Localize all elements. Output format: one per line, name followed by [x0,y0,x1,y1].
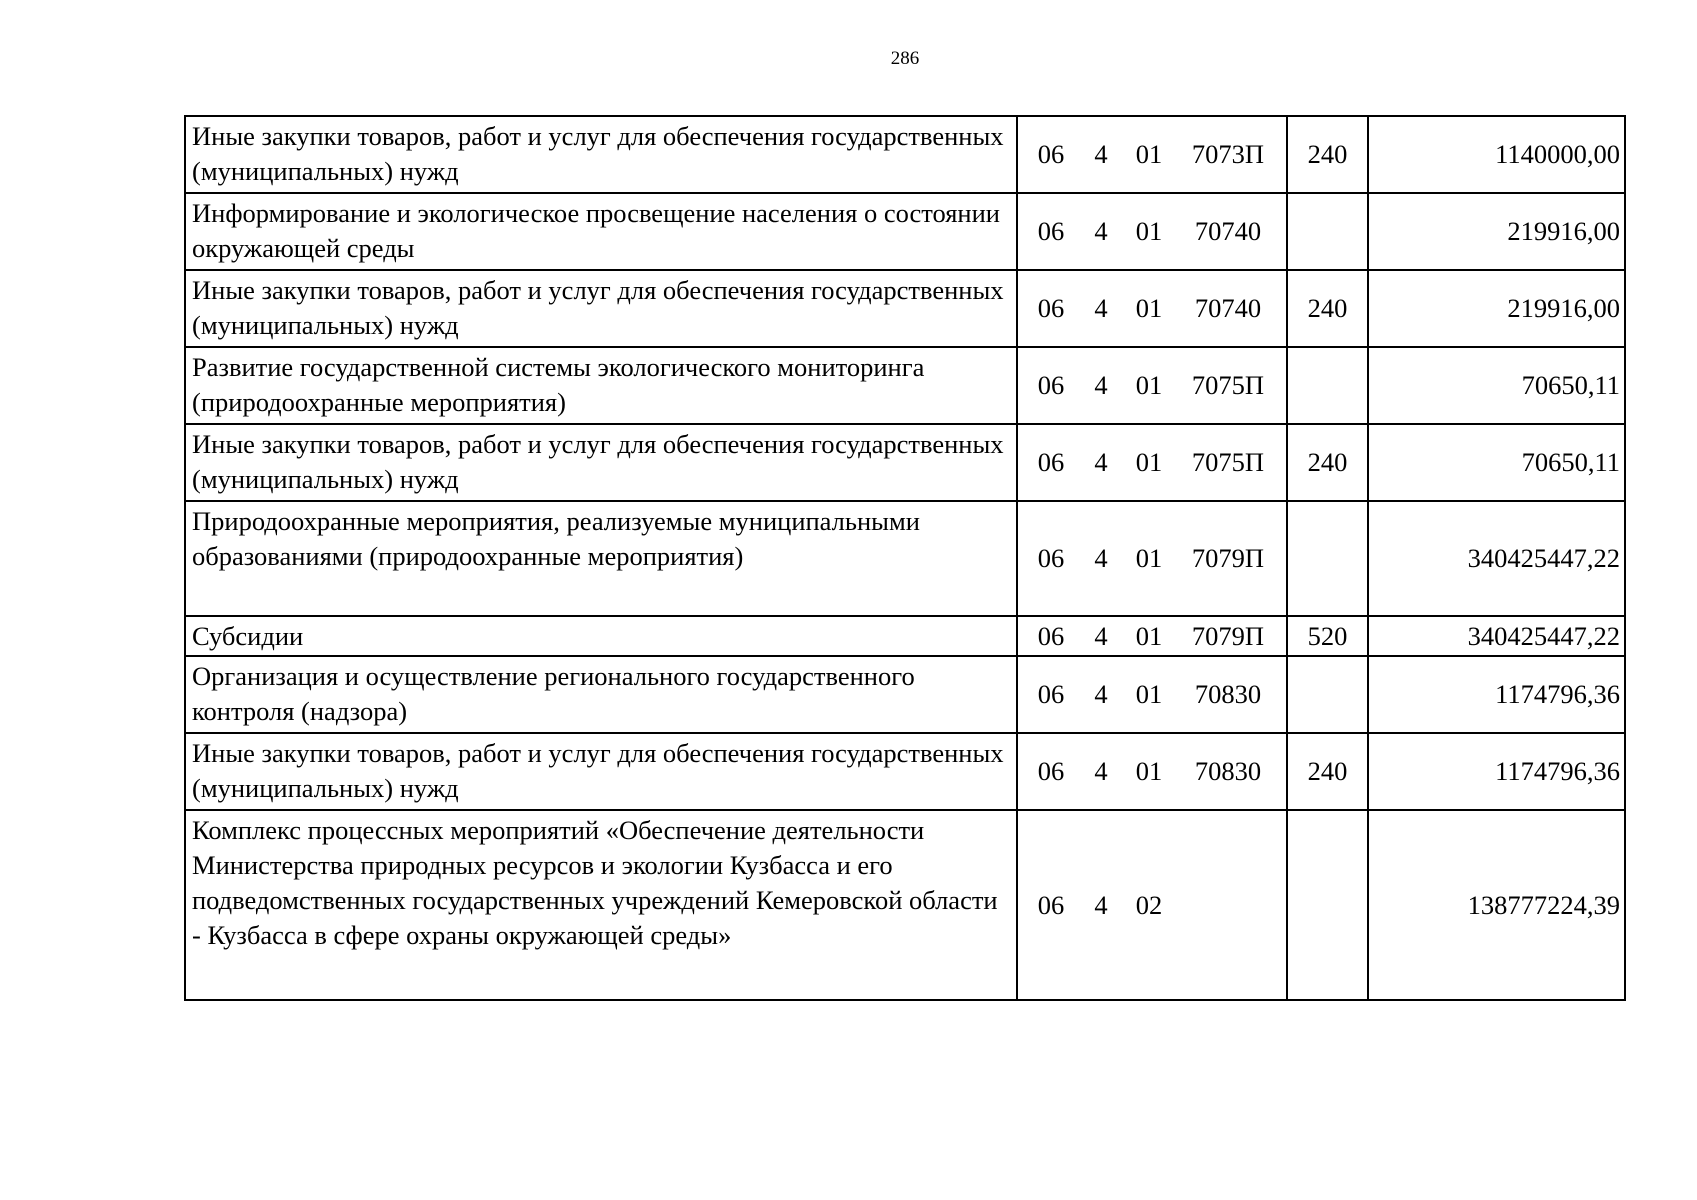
code-section: 06 [1037,889,1065,920]
row-description: Комплекс процессных мероприятий «Обеспечение деятельности Министерства природных ресурсов и экологии Кузбасса и его подведомственных государственных учреждений Кемеровской области - Кузбасса в сфере охраны окружающей среды» [185,810,1017,1000]
row-amount: 219916,00 [1368,193,1625,270]
table-row [185,656,1625,733]
code-direction: 70740 [1194,216,1262,246]
code-subprogram: 01 [1135,679,1163,709]
row-codes [1017,116,1287,193]
row-description: Развитие государственной системы экологического мониторинга (природоохранные мероприятия) [185,347,1017,424]
code-section: 06 [1037,216,1065,246]
row-expense-type [1287,501,1368,616]
budget-table [184,115,1626,1001]
table-row [185,193,1625,270]
code-direction: 7079П [1191,620,1265,651]
row-codes [1017,810,1287,1000]
row-codes [1017,501,1287,616]
code-program: 4 [1094,543,1108,573]
row-codes [1017,193,1287,270]
code-subprogram: 02 [1135,889,1163,920]
code-section: 06 [1037,370,1065,400]
row-description: Природоохранные мероприятия, реализуемые муниципальными образованиями (природоохранные мероприятия) [185,501,1017,616]
table-row [185,116,1625,193]
code-section: 06 [1037,679,1065,709]
code-section: 06 [1037,139,1065,169]
row-description: Иные закупки товаров, работ и услуг для обеспечения государственных (муниципальных) нужд [185,424,1017,501]
row-description: Иные закупки товаров, работ и услуг для обеспечения государственных (муниципальных) нужд [185,733,1017,810]
code-section: 06 [1037,447,1065,477]
row-expense-type [1287,193,1368,270]
table-row [185,616,1625,656]
page-number: 286 [890,48,920,69]
row-amount: 1174796,36 [1368,733,1625,810]
row-codes [1017,270,1287,347]
row-codes [1017,424,1287,501]
code-subprogram: 01 [1135,139,1163,169]
row-codes [1017,616,1287,656]
code-section: 06 [1037,620,1065,651]
code-subprogram: 01 [1135,370,1163,400]
row-amount: 219916,00 [1368,270,1625,347]
row-amount: 70650,11 [1368,424,1625,501]
code-program: 4 [1094,139,1108,169]
row-expense-type [1287,347,1368,424]
code-program: 4 [1094,370,1108,400]
code-section: 06 [1037,543,1065,573]
code-direction: 7075П [1191,370,1265,400]
code-program: 4 [1094,756,1108,786]
row-description: Иные закупки товаров, работ и услуг для обеспечения государственных (муниципальных) нужд [185,270,1017,347]
code-direction: 7079П [1191,543,1265,573]
row-expense-type: 240 [1287,116,1368,193]
table-row [185,733,1625,810]
row-description: Организация и осуществление регионального государственного контроля (надзора) [185,656,1017,733]
table-row [185,501,1625,616]
code-subprogram: 01 [1135,620,1163,651]
code-section: 06 [1037,756,1065,786]
row-description: Субсидии [185,616,1017,656]
table-row [185,810,1625,1000]
table-row [185,347,1625,424]
row-codes [1017,347,1287,424]
row-expense-type [1287,656,1368,733]
code-direction: 7073П [1191,139,1265,169]
row-amount: 1140000,00 [1368,116,1625,193]
code-subprogram: 01 [1135,756,1163,786]
row-amount: 340425447,22 [1368,501,1625,616]
code-program: 4 [1094,447,1108,477]
table-row [185,424,1625,501]
code-direction: 70740 [1194,293,1262,323]
row-expense-type: 240 [1287,270,1368,347]
budget-table-body [185,116,1625,1000]
row-codes [1017,733,1287,810]
code-program: 4 [1094,293,1108,323]
row-amount: 138777224,39 [1368,810,1625,1000]
row-expense-type: 240 [1287,733,1368,810]
code-program: 4 [1094,216,1108,246]
row-expense-type: 240 [1287,424,1368,501]
row-expense-type: 520 [1287,616,1368,656]
code-direction: 7075П [1191,447,1265,477]
code-subprogram: 01 [1135,293,1163,323]
row-amount: 340425447,22 [1368,616,1625,656]
row-amount: 70650,11 [1368,347,1625,424]
code-section: 06 [1037,293,1065,323]
code-direction: 70830 [1194,756,1262,786]
code-direction: 70830 [1194,679,1262,709]
row-codes [1017,656,1287,733]
row-description: Информирование и экологическое просвещение населения о состоянии окружающей среды [185,193,1017,270]
code-subprogram: 01 [1135,543,1163,573]
code-subprogram: 01 [1135,216,1163,246]
code-program: 4 [1094,620,1108,651]
code-program: 4 [1094,889,1108,920]
code-subprogram: 01 [1135,447,1163,477]
table-row [185,270,1625,347]
code-program: 4 [1094,679,1108,709]
row-description: Иные закупки товаров, работ и услуг для обеспечения государственных (муниципальных) нужд [185,116,1017,193]
row-amount: 1174796,36 [1368,656,1625,733]
row-expense-type [1287,810,1368,1000]
